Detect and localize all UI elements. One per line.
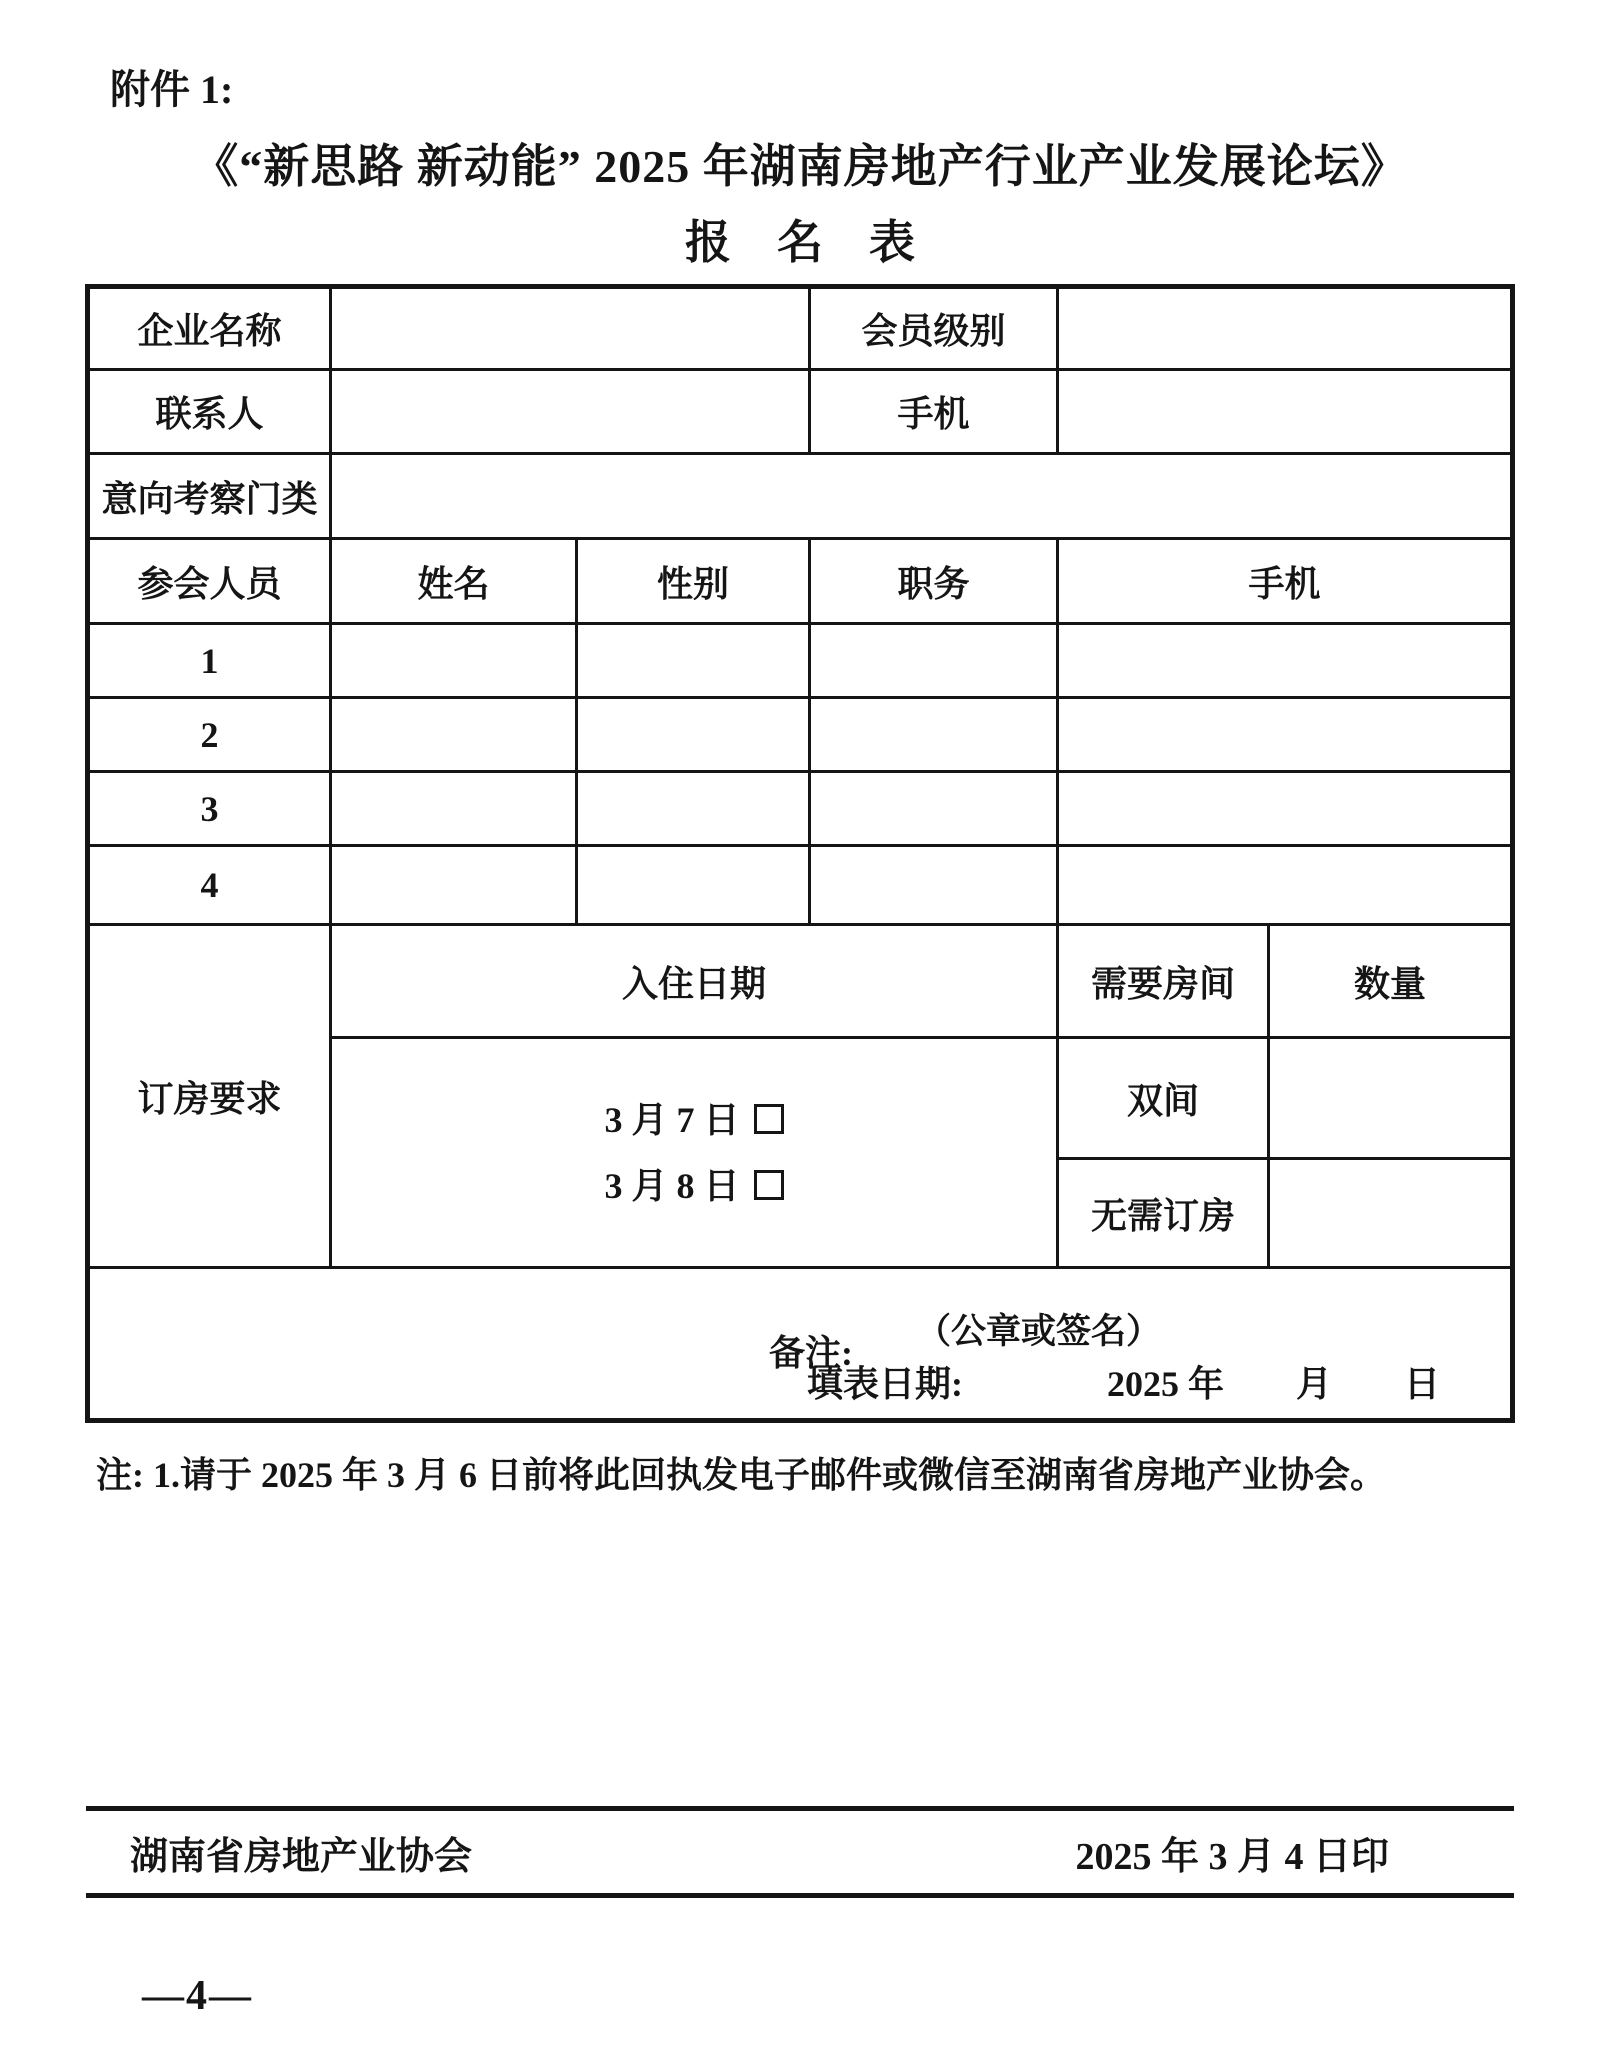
- member-level-field[interactable]: [1058, 287, 1513, 370]
- member-level-label: 会员级别: [810, 287, 1058, 370]
- participants-group-label: 参会人员: [88, 539, 331, 624]
- checkin-date-options: [331, 1038, 1058, 1268]
- room-double-label: 双间: [1058, 1038, 1269, 1159]
- participant-4-title-field[interactable]: [810, 846, 1058, 925]
- participants-mobile-header: 手机: [1058, 539, 1513, 624]
- participant-2-mobile-field[interactable]: [1058, 698, 1513, 772]
- date-option-march-7-label: 3 月 7 日: [604, 1099, 740, 1140]
- participant-1-name-field[interactable]: [331, 624, 577, 698]
- participant-row-2: [88, 698, 1513, 772]
- participant-4-mobile-field[interactable]: [1058, 846, 1513, 925]
- remarks-row: [88, 1268, 1513, 1421]
- fill-date-line: 填表日期: 2025 年 月 日: [807, 1364, 1440, 1404]
- remarks-cell[interactable]: [88, 1268, 1513, 1421]
- checkin-date-header: 入住日期: [331, 925, 1058, 1038]
- participants-gender-header: 性别: [577, 539, 810, 624]
- contact-mobile-field[interactable]: [1058, 370, 1513, 454]
- participant-2-number: 2: [88, 698, 331, 772]
- participant-3-name-field[interactable]: [331, 772, 577, 846]
- company-row: [88, 287, 1513, 370]
- participant-4-number: 4: [88, 846, 331, 925]
- participant-1-gender-field[interactable]: [577, 624, 810, 698]
- booking-label: 订房要求: [88, 925, 331, 1268]
- participants-header-row: [88, 539, 1513, 624]
- intent-field[interactable]: [331, 454, 1513, 539]
- participant-3-title-field[interactable]: [810, 772, 1058, 846]
- company-name-field[interactable]: [331, 287, 810, 370]
- checkbox-march-8[interactable]: [754, 1170, 784, 1200]
- form-title: 报 名 表: [685, 217, 915, 268]
- document-footer: [86, 1806, 1514, 1898]
- date-option-march-8: [332, 1153, 1056, 1219]
- issuing-organization: 湖南省房地产业协会: [130, 1835, 473, 1878]
- participants-title-header: 职务: [810, 539, 1058, 624]
- contact-field[interactable]: [331, 370, 810, 454]
- participant-1-title-field[interactable]: [810, 624, 1058, 698]
- room-none-label: 无需订房: [1058, 1159, 1269, 1268]
- registration-form-table: [85, 284, 1515, 1423]
- date-option-march-8-label: 3 月 8 日: [604, 1165, 740, 1206]
- seal-or-signature-hint: （公章或签名）: [915, 1312, 1161, 1351]
- room-double-qty-field[interactable]: [1269, 1038, 1513, 1159]
- document-title: 《“新思路 新动能” 2025 年湖南房地产行业产业发展论坛》: [192, 141, 1408, 192]
- participant-2-name-field[interactable]: [331, 698, 577, 772]
- participant-row-4: [88, 846, 1513, 925]
- contact-row: [88, 370, 1513, 454]
- participant-2-title-field[interactable]: [810, 698, 1058, 772]
- participant-4-name-field[interactable]: [331, 846, 577, 925]
- participant-3-gender-field[interactable]: [577, 772, 810, 846]
- booking-header-row: [88, 925, 1513, 1038]
- print-date: 2025 年 3 月 4 日印: [1075, 1835, 1389, 1878]
- intent-label: 意向考察门类: [88, 454, 331, 539]
- contact-label: 联系人: [88, 370, 331, 454]
- date-option-march-7: [332, 1087, 1056, 1153]
- footnote: 注: 1.请于 2025 年 3 月 6 日前将此回执发电子邮件或微信至湖南省房地产业协会。: [96, 1455, 1386, 1495]
- participants-name-header: 姓名: [331, 539, 577, 624]
- sign-block: [807, 1306, 1440, 1410]
- participant-2-gender-field[interactable]: [577, 698, 810, 772]
- participant-row-1: [88, 624, 1513, 698]
- attachment-label: 附件 1:: [110, 67, 234, 112]
- participant-1-number: 1: [88, 624, 331, 698]
- participant-4-gender-field[interactable]: [577, 846, 810, 925]
- intent-row: [88, 454, 1513, 539]
- room-qty-header: 数量: [1269, 925, 1513, 1038]
- checkbox-march-7[interactable]: [754, 1104, 784, 1134]
- remarks-label: 备注:: [769, 1333, 853, 1373]
- contact-mobile-label: 手机: [810, 370, 1058, 454]
- participant-3-number: 3: [88, 772, 331, 846]
- participant-row-3: [88, 772, 1513, 846]
- room-type-header: 需要房间: [1058, 925, 1269, 1038]
- page-number: —4—: [142, 1973, 253, 2019]
- participant-1-mobile-field[interactable]: [1058, 624, 1513, 698]
- room-none-qty-field[interactable]: [1269, 1159, 1513, 1268]
- company-name-label: 企业名称: [88, 287, 331, 370]
- participant-3-mobile-field[interactable]: [1058, 772, 1513, 846]
